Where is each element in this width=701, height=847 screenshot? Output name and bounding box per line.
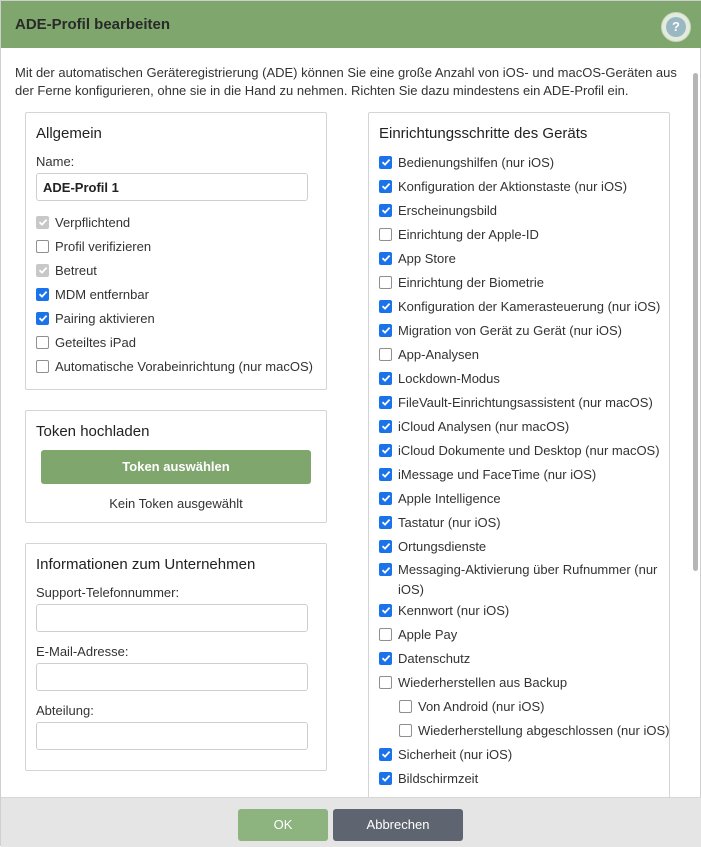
- department-input[interactable]: [36, 722, 308, 750]
- setup-step-item[interactable]: [379, 465, 596, 483]
- company-heading: Informationen zum Unternehmen: [36, 556, 256, 573]
- phone-input[interactable]: [36, 604, 308, 632]
- setup-step-item[interactable]: [379, 177, 627, 195]
- setup-step-label: App Store: [398, 250, 456, 266]
- checkbox-unchecked: [36, 240, 49, 253]
- dialog-title: ADE-Profil bearbeiten: [15, 16, 171, 33]
- setup-step-label: Tastatur (nur iOS): [398, 514, 501, 530]
- setup-step-label: Migration von Gerät zu Gerät (nur iOS): [398, 322, 622, 338]
- setup-step-item[interactable]: [399, 697, 544, 715]
- department-label: Abteilung:: [36, 703, 94, 718]
- setup-step-item[interactable]: [379, 673, 567, 691]
- checkbox-checked: [379, 156, 392, 169]
- setup-step-item[interactable]: [379, 225, 539, 243]
- setup-step-label: Bildschirmzeit: [398, 770, 479, 786]
- setup-step-item[interactable]: [379, 537, 486, 555]
- checkbox-disabled-checked: [36, 264, 49, 277]
- ok-button[interactable]: OK: [238, 809, 328, 841]
- setup-step-label: Erscheinungsbild: [398, 202, 498, 218]
- setup-step-label: App-Analysen: [398, 346, 479, 362]
- option-auto-preconfig[interactable]: Automatische Vorabeinrichtung (nur macOS): [36, 357, 313, 375]
- dialog-footer: [1, 797, 701, 847]
- general-heading: Allgemein: [36, 125, 102, 142]
- checkbox-checked: [36, 288, 49, 301]
- checkbox-unchecked: [379, 676, 392, 689]
- checkbox-checked: [379, 540, 392, 553]
- checkbox-checked: [379, 180, 392, 193]
- token-heading: Token hochladen: [36, 423, 150, 440]
- setup-step-label: iMessage und FaceTime (nur iOS): [398, 466, 597, 482]
- checkbox-checked: [379, 492, 392, 505]
- setup-step-label: Einrichtung der Biometrie: [398, 274, 544, 290]
- checkbox-checked: [379, 748, 392, 761]
- checkbox-unchecked: [379, 348, 392, 361]
- checkbox-checked: [379, 604, 392, 617]
- email-label: E-Mail-Adresse:: [36, 644, 129, 659]
- setup-step-label: Wiederherstellen aus Backup: [398, 674, 568, 690]
- setup-step-item[interactable]: [379, 745, 512, 763]
- checkbox-checked: [379, 204, 392, 217]
- checkbox-checked: [379, 444, 392, 457]
- checkbox-disabled-checked: [36, 216, 49, 229]
- setup-step-item[interactable]: [379, 369, 500, 387]
- setup-step-item[interactable]: [379, 513, 501, 531]
- option-shared-ipad[interactable]: Geteiltes iPad: [36, 333, 136, 351]
- help-icon: ?: [666, 17, 686, 37]
- checkbox-checked: [379, 563, 392, 576]
- name-input[interactable]: [36, 173, 308, 201]
- token-panel: [25, 410, 327, 523]
- setup-step-label: Ortungsdienste: [398, 538, 487, 554]
- steps-heading: Einrichtungsschritte des Geräts: [379, 125, 588, 142]
- setup-step-label: Kennwort (nur iOS): [398, 602, 510, 618]
- setup-step-item[interactable]: [379, 249, 456, 267]
- scrollbar-thumb[interactable]: [693, 73, 698, 571]
- setup-step-item[interactable]: [379, 441, 660, 459]
- setup-step-label: iCloud Analysen (nur macOS): [398, 418, 570, 434]
- option-required[interactable]: Verpflichtend: [36, 213, 130, 231]
- setup-step-item[interactable]: [379, 345, 479, 363]
- setup-step-label: Apple Intelligence: [398, 490, 501, 506]
- checkbox-checked: [379, 468, 392, 481]
- help-button[interactable]: [661, 12, 691, 42]
- checkbox-checked: [379, 324, 392, 337]
- option-pairing[interactable]: Pairing aktivieren: [36, 309, 155, 327]
- option-supervised[interactable]: Betreut: [36, 261, 97, 279]
- checkbox-unchecked: [379, 228, 392, 241]
- checkbox-unchecked: [399, 724, 412, 737]
- setup-step-label: Lockdown-Modus: [398, 370, 500, 386]
- setup-step-item[interactable]: [379, 297, 660, 315]
- checkbox-unchecked: [36, 336, 49, 349]
- setup-step-label: Von Android (nur iOS): [418, 698, 545, 714]
- checkbox-unchecked: [36, 360, 49, 373]
- checkbox-checked: [379, 420, 392, 433]
- setup-step-item[interactable]: [379, 273, 544, 291]
- token-status: Kein Token ausgewählt: [109, 496, 243, 511]
- intro-text: Mit der automatischen Geräteregistrierung (ADE) können Sie eine große Anzahl von iOS- und macOS-Geräten aus der Ferne konfigurieren, ohne sie in die Hand zu nehmen. Richten Sie dazu mindestens ein ADE-Profil ein.: [15, 65, 677, 98]
- setup-step-item[interactable]: [379, 560, 664, 600]
- setup-step-label: Wiederherstellung abgeschlossen (nur iOS): [418, 722, 670, 738]
- setup-step-label: Messaging-Aktivierung über Rufnummer (nur iOS): [398, 562, 658, 597]
- setup-step-item[interactable]: [379, 769, 478, 787]
- select-token-button[interactable]: Token auswählen: [41, 450, 311, 484]
- checkbox-checked: [379, 300, 392, 313]
- checkbox-unchecked: [399, 700, 412, 713]
- checkbox-checked: [379, 252, 392, 265]
- setup-step-item[interactable]: [379, 321, 622, 339]
- setup-step-item[interactable]: [379, 649, 470, 667]
- phone-label: Support-Telefonnummer:: [36, 585, 180, 600]
- setup-step-item[interactable]: [379, 625, 457, 643]
- setup-step-label: FileVault-Einrichtungsassistent (nur macOS): [398, 394, 653, 410]
- checkbox-checked: [379, 372, 392, 385]
- setup-step-label: Sicherheit (nur iOS): [398, 746, 513, 762]
- checkbox-checked: [379, 516, 392, 529]
- setup-step-item[interactable]: [379, 153, 554, 171]
- option-mdm-removable[interactable]: MDM entfernbar: [36, 285, 149, 303]
- setup-step-item[interactable]: [379, 393, 653, 411]
- setup-step-label: iCloud Dokumente und Desktop (nur macOS): [398, 442, 660, 458]
- checkbox-unchecked: [379, 628, 392, 641]
- option-verify-profile[interactable]: Profil verifizieren: [36, 237, 151, 255]
- checkbox-checked: [379, 772, 392, 785]
- cancel-button[interactable]: Abbrechen: [333, 809, 463, 841]
- setup-step-label: Konfiguration der Kamerasteuerung (nur iOS): [398, 298, 661, 314]
- setup-step-label: Apple Pay: [398, 626, 458, 642]
- email-input[interactable]: [36, 663, 308, 691]
- checkbox-unchecked: [379, 276, 392, 289]
- setup-step-label: Datenschutz: [398, 650, 471, 666]
- checkbox-checked: [379, 396, 392, 409]
- setup-steps-panel: [368, 112, 670, 798]
- setup-step-item[interactable]: [379, 201, 497, 219]
- setup-step-item[interactable]: [399, 721, 669, 739]
- setup-step-label: Einrichtung der Apple-ID: [398, 226, 539, 242]
- setup-step-label: Konfiguration der Aktionstaste (nur iOS): [398, 178, 628, 194]
- dialog-header: [1, 1, 701, 48]
- checkbox-checked: [36, 312, 49, 325]
- setup-step-label: Bedienungshilfen (nur iOS): [398, 154, 555, 170]
- company-panel: [25, 543, 327, 771]
- checkbox-checked: [379, 652, 392, 665]
- setup-step-item[interactable]: [379, 489, 501, 507]
- name-label: Name:: [36, 154, 75, 169]
- general-panel: [25, 112, 327, 390]
- setup-step-item[interactable]: [379, 601, 509, 619]
- setup-step-item[interactable]: [379, 417, 569, 435]
